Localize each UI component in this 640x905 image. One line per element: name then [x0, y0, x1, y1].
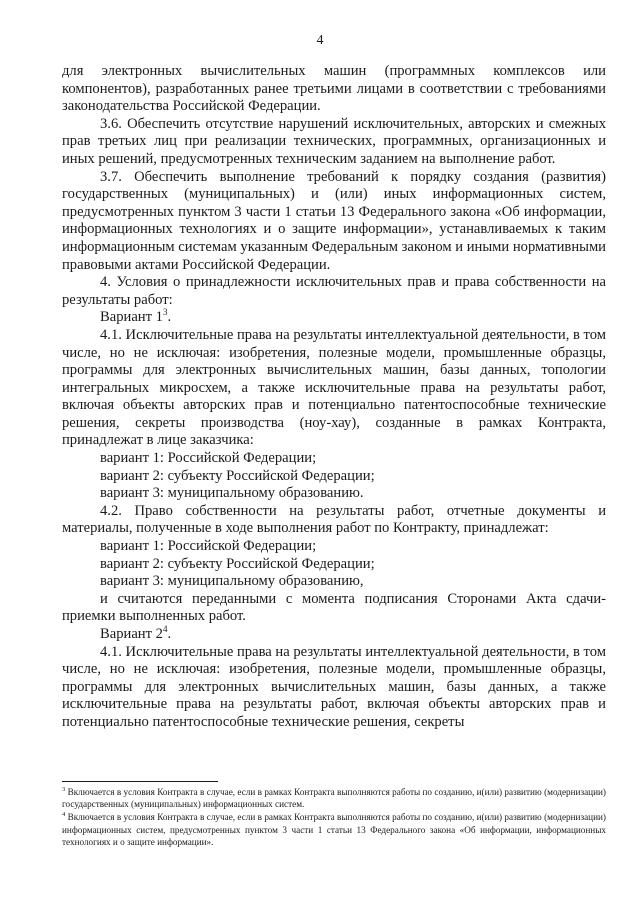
paragraph-text-tail: . — [167, 309, 172, 326]
paragraph-text: вариант 1: Российской Федерации; — [100, 450, 317, 467]
footnote-mark: 3 — [62, 785, 66, 793]
page-number: 4 — [316, 33, 324, 48]
paragraph-text: вариант 3: муниципальному образованию. — [100, 485, 364, 502]
paragraph-text: Вариант 2 — [100, 626, 163, 642]
paragraph — [62, 327, 606, 450]
paragraph-text: 4.1. Исключительные права на результаты интеллектуальной деятельности, в том числе, но не исключая: изобретения, полезные модели, промышленные образцы, программы для электронных вычислительных машин, базы данных, топологии интегральных микросхем, а также исключительные права на результаты работ, включая объекты авторских прав и потенциально патентоспособные технические решения, секреты производства (ноу-хау), созданные в рамках Контракта, принадлежат в лице заказчика: — [62, 326, 606, 449]
paragraph — [100, 450, 606, 468]
paragraph-text: вариант 2: субъекту Российской Федерации; — [100, 467, 375, 484]
footnote-reference: 4 — [162, 624, 168, 635]
paragraph — [62, 591, 606, 626]
footnote — [62, 811, 606, 848]
paragraph — [62, 116, 606, 169]
paragraph-text: вариант 1: Российской Федерации; — [100, 538, 317, 555]
footnotes — [62, 786, 606, 849]
paragraph-text: 4.1. Исключительные права на результаты интеллектуальной деятельности, в том числе, но не исключая: изобретения, полезные модели, промышленные образцы, программы для электронных вычислительных машин, базы данных, а также исключительные права на результаты работ, включая объекты авторских прав и потенциально патентоспособные технические решения, секреты — [62, 643, 606, 730]
paragraph-text-tail: . — [167, 626, 172, 642]
footnote-text: Включается в условия Контракта в случае, если в рамках Контракта выполняются работы по созданию, и(или) развитию (модернизации) информационных систем, предусмотренных пунктом 3 части 1 статьи 13 Федерального закона «Об информации, информационных технологиях и о защите информации». — [62, 812, 606, 847]
footnote-divider — [62, 781, 218, 782]
paragraph — [62, 169, 606, 275]
footnote-mark: 4 — [62, 811, 66, 819]
paragraph-text: вариант 3: муниципальному образованию, — [100, 573, 364, 590]
paragraph-text: для электронных вычислительных машин (программных комплексов или компонентов), разработанных ранее третьими лицами в соответствии с требованиями законодательства Российской Федерации. — [62, 63, 606, 115]
paragraph — [100, 573, 606, 591]
paragraph — [62, 503, 606, 538]
paragraph-text: 3.6. Обеспечить отсутствие нарушений исключительных, авторских и смежных прав третьих лиц при реализации технических, программных, организационных и иных решений, предусмотренных техническим заданием на выполнение работ. — [62, 115, 606, 167]
paragraph — [100, 309, 606, 327]
paragraph — [100, 538, 606, 556]
paragraph-text: 4.2. Право собственности на результаты работ, отчетные документы и материалы, полученные в ходе выполнения работ по Контракту, принадлежат: — [62, 502, 606, 537]
paragraph-text: вариант 2: субъекту Российской Федерации; — [100, 555, 375, 572]
paragraph-text: 3.7. Обеспечить выполнение требований к порядку создания (развития) государственных (муниципальных) и (или) иных информационных систем, предусмотренных пунктом 3 части 1 статьи 13 Федерального закона «Об информации, информационных технологиях и о защите информации», устанавливаемых к таким информационным системам указанным Федеральным законом и иными нормативными правовыми актами Российской Федерации. — [62, 168, 606, 273]
footnote-reference: 3 — [162, 307, 168, 318]
paragraph-text: 4. Условия о принадлежности исключительных прав и права собственности на результаты работ: — [62, 274, 606, 308]
paragraph — [100, 556, 606, 574]
footnote-text: Включается в условия Контракта в случае, если в рамках Контракта выполняются работы по созданию, и(или) развитию (модернизации) государственных (муниципальных) информационных систем. — [62, 787, 606, 810]
paragraph-text: Вариант 1 — [100, 309, 163, 326]
body-text — [62, 63, 606, 732]
paragraph — [62, 63, 606, 116]
paragraph — [100, 485, 606, 503]
paragraph — [100, 468, 606, 486]
footnote — [62, 786, 606, 810]
paragraph-text: и считаются переданными с момента подписания Сторонами Акта сдачи-приемки выполненных работ. — [62, 590, 606, 625]
paragraph — [62, 274, 606, 309]
paragraph — [100, 626, 606, 644]
paragraph — [62, 644, 606, 732]
